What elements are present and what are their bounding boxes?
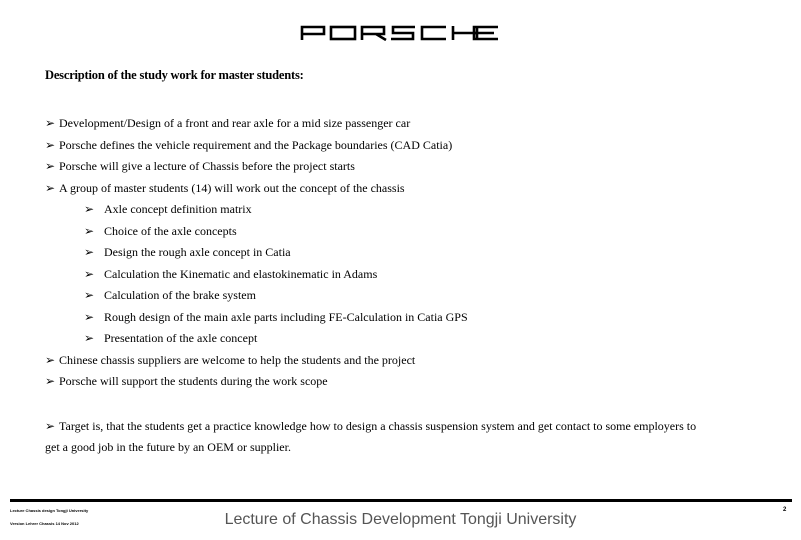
bullet-text: Axle concept definition matrix (104, 202, 252, 216)
arrow-bullet-icon: ➢ (84, 288, 95, 302)
bullet-item (45, 374, 328, 389)
bullet-text: Development/Design of a front and rear axle for a mid size passenger car (59, 116, 411, 130)
page-title: Description of the study work for master students: (45, 68, 304, 82)
bullet-text: Porsche defines the vehicle requirement and the Package boundaries (CAD Catia) (59, 137, 453, 152)
target-text-continued: get a good job in the future by an OEM or supplier. (45, 440, 291, 454)
bullet-text: Chinese chassis suppliers are welcome to help the students and the project (59, 352, 416, 367)
target-item (45, 419, 696, 434)
sub-bullet-item (84, 202, 252, 217)
arrow-bullet-icon: ➢ (84, 309, 95, 324)
arrow-bullet-icon: ➢ (45, 374, 56, 388)
target-text: Target is, that the students get a practice knowledge how to design a chassis suspension system and get contact to some employers to (59, 419, 697, 433)
bullet-item (45, 138, 452, 153)
bullet-text: Porsche will support the students during the work scope (59, 374, 328, 388)
footer-small-text-2: Version Lehrer Chassis 14 Nov 2012 (10, 521, 79, 526)
bullet-text: Calculation of the brake system (104, 288, 256, 302)
footer-title: Lecture of Chassis Development Tongji University (224, 511, 577, 528)
sub-bullet-item (84, 310, 468, 325)
arrow-bullet-icon: ➢ (84, 223, 95, 238)
footer-rule (10, 499, 792, 502)
bullet-item (45, 353, 415, 368)
sub-bullet-item (84, 331, 257, 346)
bullet-text: Presentation of the axle concept (104, 331, 258, 345)
arrow-bullet-icon: ➢ (45, 137, 56, 152)
bullet-item (45, 181, 405, 196)
footer-small-text-1: Lecture Chassis design Tongji University (10, 508, 89, 513)
sub-bullet-item (84, 245, 291, 260)
porsche-logo (300, 25, 500, 41)
arrow-bullet-icon: ➢ (45, 352, 56, 367)
arrow-bullet-icon: ➢ (45, 180, 56, 195)
sub-bullet-item (84, 267, 377, 282)
bullet-text: Calculation the Kinematic and elastokinematic in Adams (104, 266, 378, 281)
bullet-text: A group of master students (14) will work out the concept of the chassis (59, 180, 405, 195)
arrow-bullet-icon: ➢ (84, 266, 95, 281)
bullet-text: Porsche will give a lecture of Chassis before the project starts (59, 159, 355, 173)
page-number: 2 (783, 507, 787, 513)
arrow-bullet-icon: ➢ (84, 245, 95, 259)
arrow-bullet-icon: ➢ (45, 159, 56, 173)
arrow-bullet-icon: ➢ (84, 331, 95, 345)
arrow-bullet-icon: ➢ (45, 116, 56, 130)
bullet-text: Choice of the axle concepts (104, 223, 237, 238)
bullet-item (45, 159, 355, 174)
bullet-item (45, 116, 410, 131)
arrow-bullet-icon: ➢ (84, 202, 95, 216)
sub-bullet-item (84, 288, 256, 303)
sub-bullet-item (84, 224, 237, 239)
arrow-bullet-icon: ➢ (45, 419, 56, 433)
bullet-text: Rough design of the main axle parts including FE-Calculation in Catia GPS (104, 309, 468, 324)
bullet-text: Design the rough axle concept in Catia (104, 245, 291, 259)
